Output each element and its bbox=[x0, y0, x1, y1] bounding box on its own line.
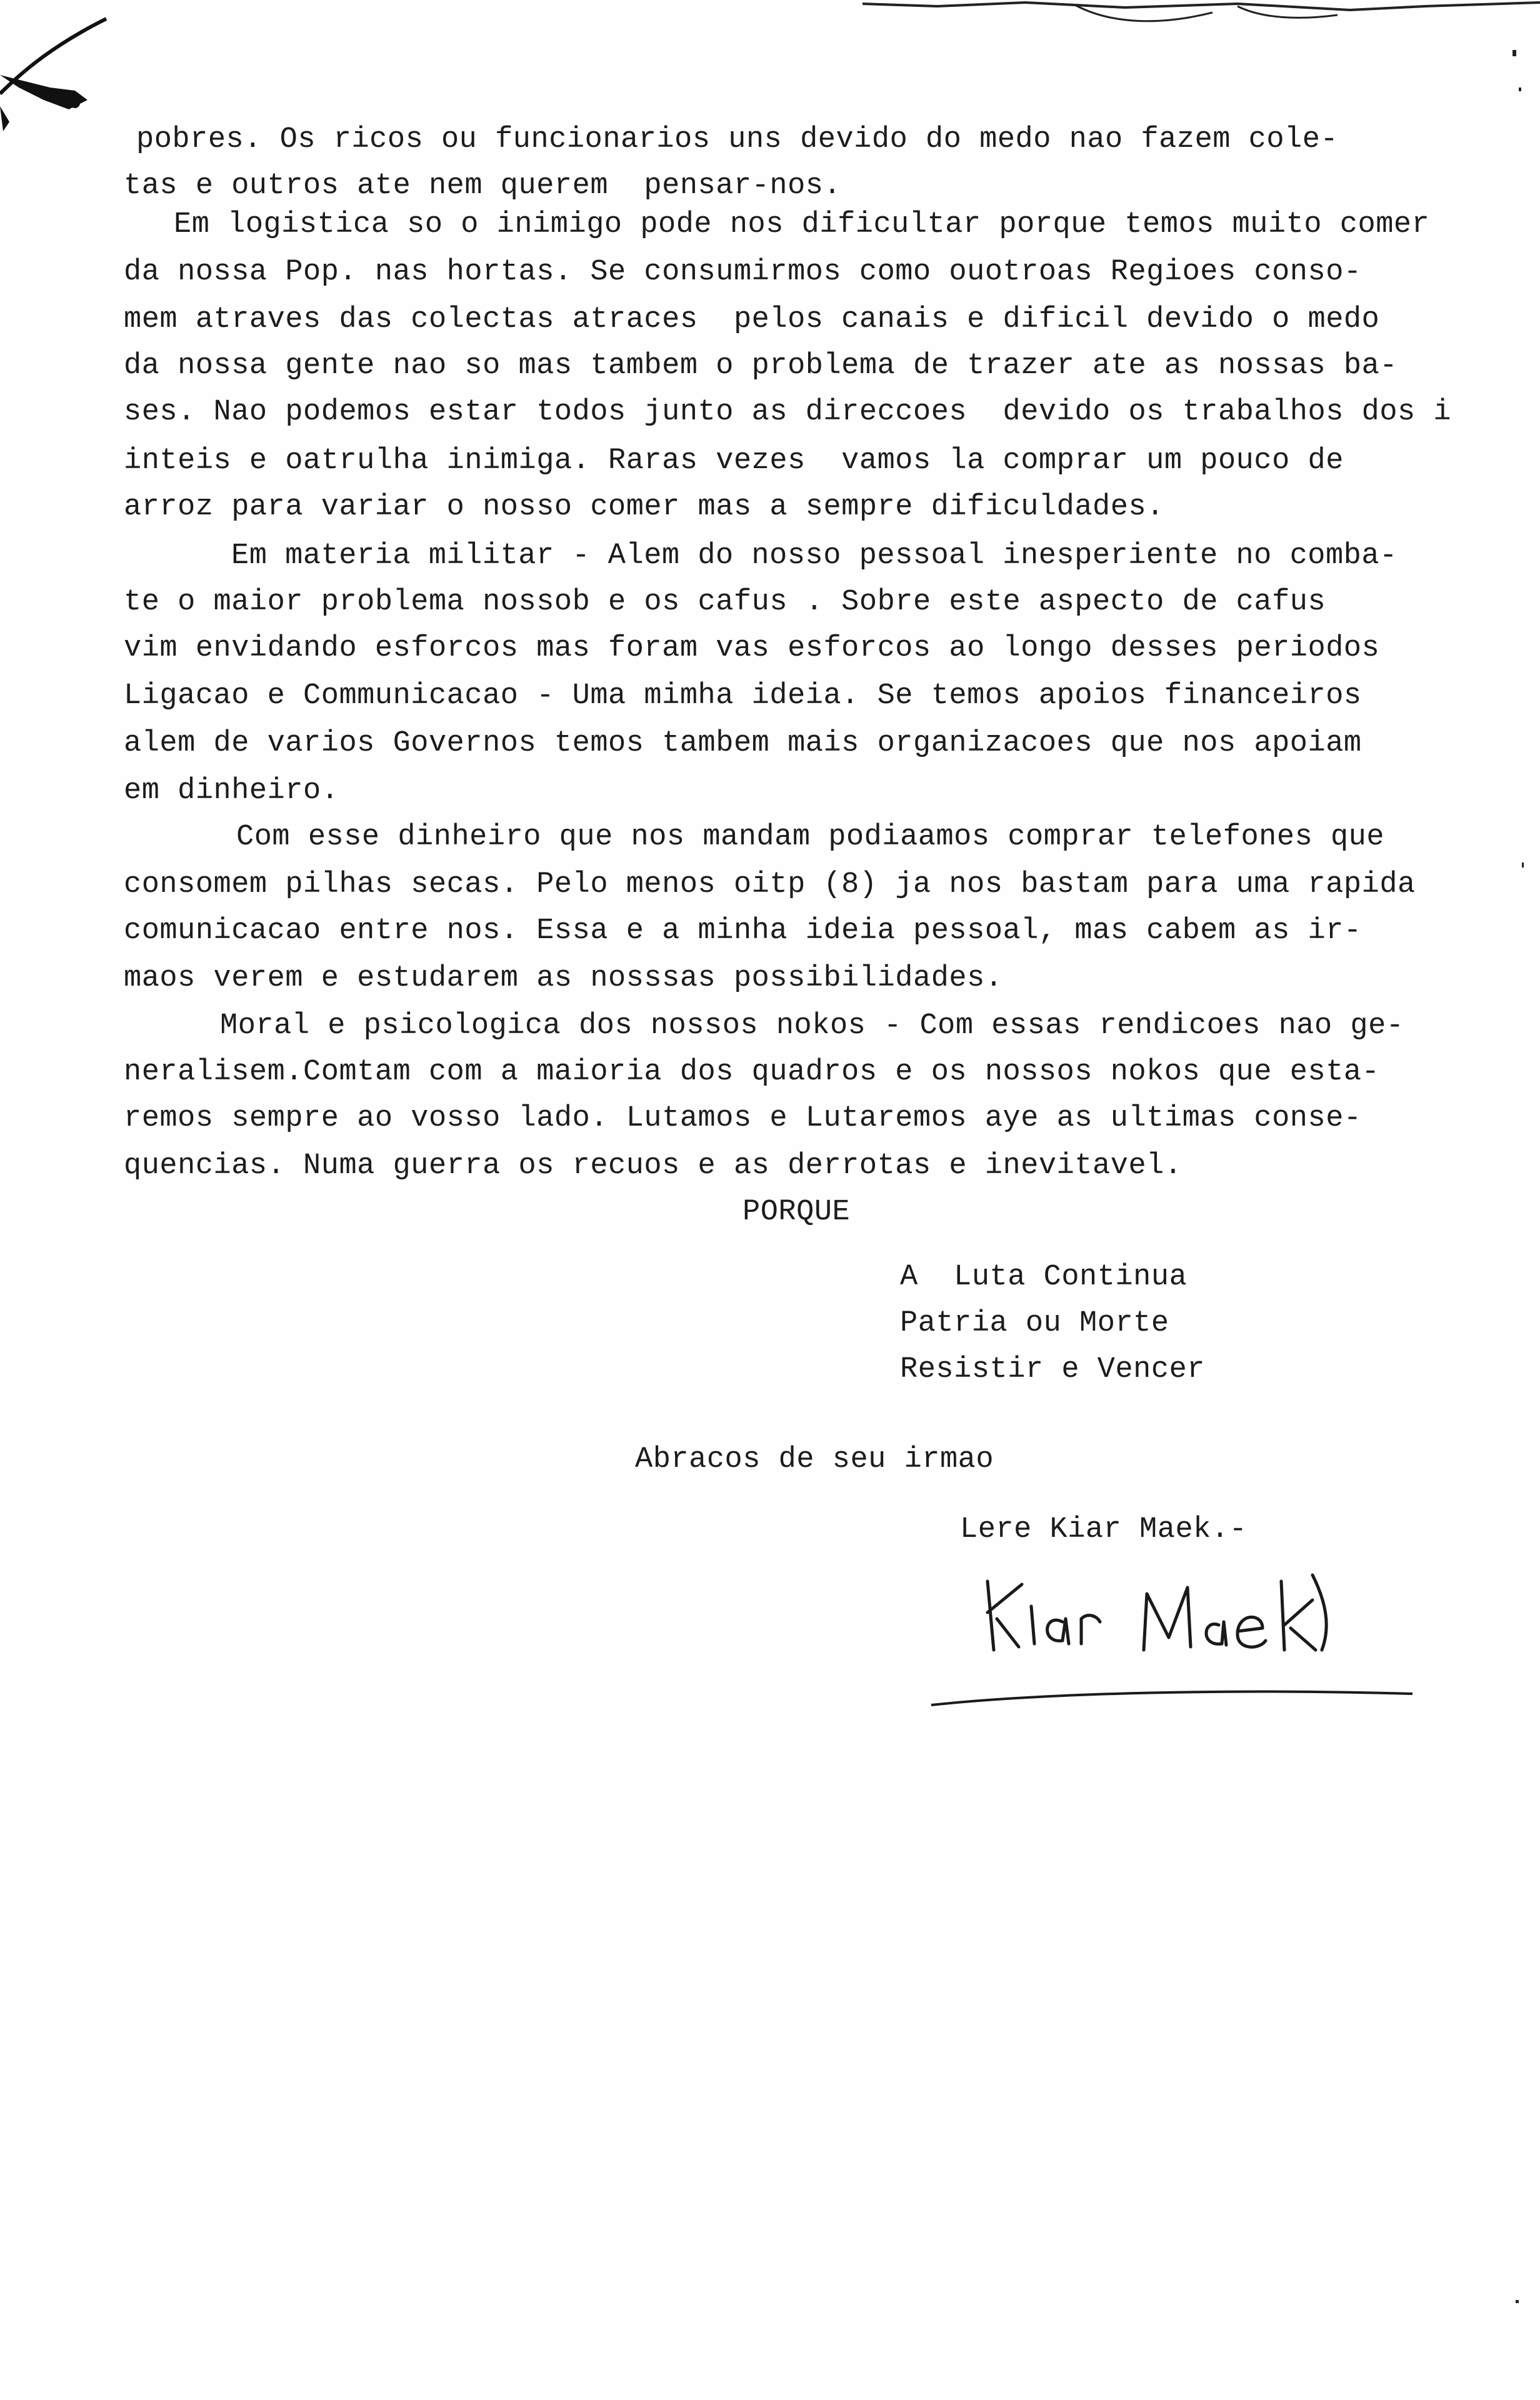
body-line-22: remos sempre ao vosso lado. Lutamos e Lutaremos aye as ultimas conse- bbox=[124, 1102, 1362, 1135]
body-line-8: inteis e oatrulha inimiga. Raras vezes vamos la comprar um pouco de bbox=[124, 444, 1344, 478]
body-line-6: da nossa gente nao so mas tambem o problema de trazer ate as nossas ba- bbox=[124, 349, 1398, 382]
body-line-4: da nossa Pop. nas hortas. Se consumirmos como ouotroas Regioes conso- bbox=[124, 256, 1362, 289]
body-line-2: tas e outros ate nem querem pensar-nos. bbox=[124, 169, 842, 202]
body-line-7: ses. Nao podemos estar todos junto as direccoes devido os trabalhos dos i bbox=[124, 396, 1452, 429]
body-line-19: maos verem e estudarem as nosssas possibilidades. bbox=[124, 962, 1003, 995]
body-line-10: Em materia militar - Alem do nosso pessoal inesperiente no comba- bbox=[231, 539, 1398, 572]
body-line-23: quencias. Numa guerra os recuos e as derrotas e inevitavel. bbox=[124, 1149, 1182, 1182]
handwritten-signature bbox=[975, 1562, 1350, 1662]
scan-smudge-top-left bbox=[0, 0, 150, 138]
body-line-16: Com esse dinheiro que nos mandam podiaamos comprar telefones que bbox=[236, 821, 1385, 854]
body-line-1: pobres. Os ricos ou funcionarios uns devido do medo nao fazem cole- bbox=[136, 123, 1339, 156]
signature-underline bbox=[925, 1681, 1425, 1712]
body-line-3: Em logistica so o inimigo pode nos dificultar porque temos muito comer bbox=[174, 208, 1430, 241]
salutation: Abracos de seu irmao bbox=[635, 1443, 994, 1476]
body-line-11: te o maior problema nossob e os cafus . Sobre este aspecto de cafus bbox=[124, 586, 1326, 619]
body-line-9: arroz para variar o nosso comer mas a sempre dificuldades. bbox=[124, 491, 1164, 524]
body-line-20: Moral e psicologica dos nossos nokos - Com essas rendicoes nao ge- bbox=[220, 1009, 1404, 1042]
body-line-14: alem de varios Governos temos tambem mais organizacoes que nos apoiam bbox=[124, 727, 1362, 760]
signer-name: Lere Kiar Maek.- bbox=[960, 1513, 1248, 1546]
body-line-15: em dinheiro. bbox=[124, 774, 339, 808]
closing-word: PORQUE bbox=[742, 1196, 851, 1229]
body-line-21: neralisem.Comtam com a maioria dos quadros e os nossos nokos que esta- bbox=[124, 1056, 1380, 1089]
scan-noise-top bbox=[862, 0, 1540, 38]
body-line-12: vim envidando esforcos mas foram vas esforcos ao longo desses periodos bbox=[124, 632, 1380, 665]
slogan-3: Resistir e Vencer bbox=[900, 1353, 1205, 1386]
body-line-18: comunicacao entre nos. Essa e a minha ideia pessoal, mas cabem as ir- bbox=[124, 914, 1362, 948]
slogan-1: A Luta Continua bbox=[900, 1261, 1188, 1294]
body-line-13: Ligacao e Communicacao - Uma mimha ideia. Se temos apoios financeiros bbox=[124, 679, 1362, 712]
body-line-17: consomem pilhas secas. Pelo menos oitp (8) ja nos bastam para uma rapida bbox=[124, 868, 1416, 901]
body-line-5: mem atraves das colectas atraces pelos canais e dificil devido o medo bbox=[124, 303, 1380, 336]
slogan-2: Patria ou Morte bbox=[900, 1307, 1169, 1340]
scan-speck-right bbox=[1500, 50, 1540, 2362]
